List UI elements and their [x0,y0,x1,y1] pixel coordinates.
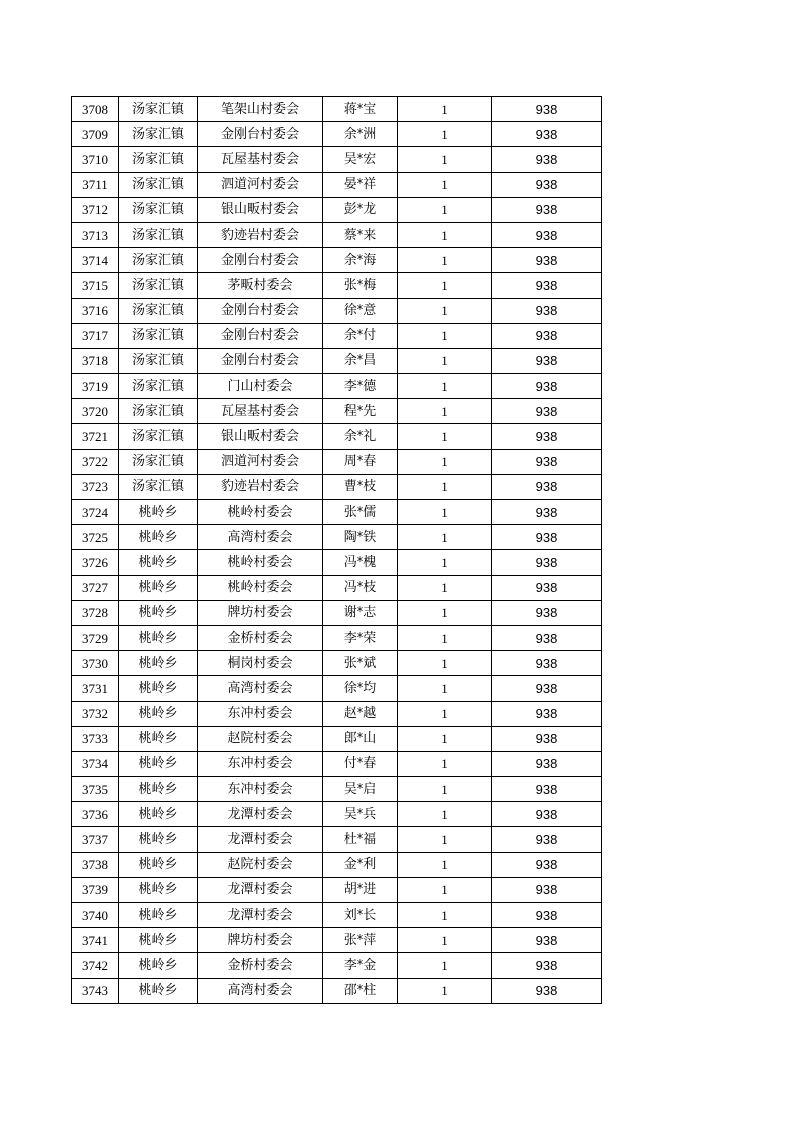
town-cell: 桃岭乡 [119,953,198,978]
count-cell: 1 [398,172,492,197]
count-cell: 1 [398,222,492,247]
subsidy-table [71,96,602,1004]
village-cell: 笔架山村委会 [198,97,323,122]
village-cell: 牌坊村委会 [198,928,323,953]
amount-cell: 938 [492,525,602,550]
village-cell: 豹迹岩村委会 [198,474,323,499]
town-cell: 汤家汇镇 [119,298,198,323]
count-cell: 1 [398,323,492,348]
table-row [72,852,602,877]
serial-number-cell: 3719 [72,374,119,399]
amount-cell: 938 [492,273,602,298]
person-name-cell: 李*荣 [323,625,398,650]
village-cell: 金刚台村委会 [198,122,323,147]
table-row [72,97,602,122]
village-cell: 赵院村委会 [198,852,323,877]
amount-cell: 938 [492,575,602,600]
table-row [72,877,602,902]
table-row [72,500,602,525]
person-name-cell: 杜*福 [323,827,398,852]
amount-cell: 938 [492,348,602,373]
person-name-cell: 张*斌 [323,651,398,676]
town-cell: 桃岭乡 [119,625,198,650]
town-cell: 桃岭乡 [119,751,198,776]
amount-cell: 938 [492,928,602,953]
village-cell: 金刚台村委会 [198,298,323,323]
table-row [72,953,602,978]
table-row [72,298,602,323]
count-cell: 1 [398,298,492,323]
count-cell: 1 [398,273,492,298]
serial-number-cell: 3733 [72,726,119,751]
amount-cell: 938 [492,903,602,928]
town-cell: 桃岭乡 [119,827,198,852]
town-cell: 桃岭乡 [119,676,198,701]
serial-number-cell: 3708 [72,97,119,122]
serial-number-cell: 3728 [72,600,119,625]
village-cell: 赵院村委会 [198,726,323,751]
town-cell: 桃岭乡 [119,978,198,1003]
table-row [72,323,602,348]
town-cell: 汤家汇镇 [119,147,198,172]
serial-number-cell: 3730 [72,651,119,676]
town-cell: 汤家汇镇 [119,424,198,449]
town-cell: 汤家汇镇 [119,97,198,122]
village-cell: 东冲村委会 [198,751,323,776]
village-cell: 豹迹岩村委会 [198,222,323,247]
village-cell: 龙潭村委会 [198,903,323,928]
count-cell: 1 [398,777,492,802]
person-name-cell: 余*礼 [323,424,398,449]
person-name-cell: 郎*山 [323,726,398,751]
village-cell: 牌坊村委会 [198,600,323,625]
serial-number-cell: 3726 [72,550,119,575]
town-cell: 汤家汇镇 [119,222,198,247]
count-cell: 1 [398,399,492,424]
table-row [72,625,602,650]
person-name-cell: 张*梅 [323,273,398,298]
person-name-cell: 陶*铁 [323,525,398,550]
amount-cell: 938 [492,625,602,650]
table-row [72,374,602,399]
amount-cell: 938 [492,449,602,474]
amount-cell: 938 [492,953,602,978]
count-cell: 1 [398,726,492,751]
village-cell: 桐岗村委会 [198,651,323,676]
amount-cell: 938 [492,500,602,525]
serial-number-cell: 3731 [72,676,119,701]
table-row [72,701,602,726]
amount-cell: 938 [492,147,602,172]
table-body [72,97,602,1004]
town-cell: 汤家汇镇 [119,248,198,273]
table-row [72,222,602,247]
serial-number-cell: 3727 [72,575,119,600]
amount-cell: 938 [492,399,602,424]
person-name-cell: 蒋*宝 [323,97,398,122]
amount-cell: 938 [492,802,602,827]
table-row [72,172,602,197]
village-cell: 龙潭村委会 [198,827,323,852]
table-row [72,147,602,172]
table-row [72,676,602,701]
serial-number-cell: 3742 [72,953,119,978]
serial-number-cell: 3722 [72,449,119,474]
town-cell: 汤家汇镇 [119,399,198,424]
serial-number-cell: 3714 [72,248,119,273]
serial-number-cell: 3740 [72,903,119,928]
serial-number-cell: 3717 [72,323,119,348]
person-name-cell: 蔡*来 [323,222,398,247]
serial-number-cell: 3729 [72,625,119,650]
count-cell: 1 [398,147,492,172]
table-row [72,777,602,802]
serial-number-cell: 3712 [72,197,119,222]
serial-number-cell: 3715 [72,273,119,298]
count-cell: 1 [398,978,492,1003]
serial-number-cell: 3711 [72,172,119,197]
amount-cell: 938 [492,550,602,575]
amount-cell: 938 [492,424,602,449]
table-row [72,273,602,298]
table-row [72,928,602,953]
person-name-cell: 赵*越 [323,701,398,726]
serial-number-cell: 3736 [72,802,119,827]
count-cell: 1 [398,701,492,726]
town-cell: 桃岭乡 [119,726,198,751]
person-name-cell: 刘*长 [323,903,398,928]
village-cell: 金桥村委会 [198,953,323,978]
amount-cell: 938 [492,222,602,247]
town-cell: 桃岭乡 [119,651,198,676]
table-row [72,726,602,751]
count-cell: 1 [398,852,492,877]
amount-cell: 938 [492,751,602,776]
count-cell: 1 [398,625,492,650]
serial-number-cell: 3709 [72,122,119,147]
village-cell: 桃岭村委会 [198,500,323,525]
amount-cell: 938 [492,701,602,726]
person-name-cell: 吴*宏 [323,147,398,172]
count-cell: 1 [398,802,492,827]
serial-number-cell: 3724 [72,500,119,525]
person-name-cell: 曹*枝 [323,474,398,499]
serial-number-cell: 3738 [72,852,119,877]
table-row [72,525,602,550]
town-cell: 汤家汇镇 [119,172,198,197]
table-row [72,600,602,625]
village-cell: 高湾村委会 [198,676,323,701]
village-cell: 泗道河村委会 [198,449,323,474]
count-cell: 1 [398,903,492,928]
count-cell: 1 [398,122,492,147]
serial-number-cell: 3720 [72,399,119,424]
table-row [72,449,602,474]
town-cell: 桃岭乡 [119,550,198,575]
amount-cell: 938 [492,172,602,197]
count-cell: 1 [398,550,492,575]
serial-number-cell: 3737 [72,827,119,852]
amount-cell: 938 [492,978,602,1003]
town-cell: 桃岭乡 [119,877,198,902]
town-cell: 桃岭乡 [119,575,198,600]
village-cell: 东冲村委会 [198,777,323,802]
amount-cell: 938 [492,197,602,222]
town-cell: 桃岭乡 [119,500,198,525]
person-name-cell: 余*付 [323,323,398,348]
serial-number-cell: 3716 [72,298,119,323]
person-name-cell: 徐*均 [323,676,398,701]
village-cell: 金刚台村委会 [198,323,323,348]
town-cell: 桃岭乡 [119,928,198,953]
village-cell: 茅畈村委会 [198,273,323,298]
village-cell: 龙潭村委会 [198,877,323,902]
person-name-cell: 张*萍 [323,928,398,953]
person-name-cell: 吴*兵 [323,802,398,827]
person-name-cell: 胡*进 [323,877,398,902]
person-name-cell: 李*德 [323,374,398,399]
town-cell: 汤家汇镇 [119,449,198,474]
person-name-cell: 周*春 [323,449,398,474]
serial-number-cell: 3723 [72,474,119,499]
count-cell: 1 [398,348,492,373]
amount-cell: 938 [492,651,602,676]
count-cell: 1 [398,424,492,449]
village-cell: 金桥村委会 [198,625,323,650]
amount-cell: 938 [492,600,602,625]
serial-number-cell: 3725 [72,525,119,550]
village-cell: 瓦屋基村委会 [198,147,323,172]
town-cell: 汤家汇镇 [119,474,198,499]
town-cell: 桃岭乡 [119,701,198,726]
person-name-cell: 彭*龙 [323,197,398,222]
person-name-cell: 金*利 [323,852,398,877]
serial-number-cell: 3732 [72,701,119,726]
village-cell: 瓦屋基村委会 [198,399,323,424]
town-cell: 汤家汇镇 [119,122,198,147]
village-cell: 银山畈村委会 [198,197,323,222]
table-row [72,122,602,147]
table-row [72,248,602,273]
count-cell: 1 [398,651,492,676]
village-cell: 泗道河村委会 [198,172,323,197]
count-cell: 1 [398,474,492,499]
amount-cell: 938 [492,777,602,802]
count-cell: 1 [398,877,492,902]
count-cell: 1 [398,600,492,625]
person-name-cell: 李*金 [323,953,398,978]
count-cell: 1 [398,449,492,474]
town-cell: 汤家汇镇 [119,197,198,222]
town-cell: 桃岭乡 [119,852,198,877]
serial-number-cell: 3734 [72,751,119,776]
amount-cell: 938 [492,827,602,852]
table-row [72,550,602,575]
person-name-cell: 程*先 [323,399,398,424]
count-cell: 1 [398,953,492,978]
village-cell: 高湾村委会 [198,525,323,550]
town-cell: 桃岭乡 [119,525,198,550]
village-cell: 银山畈村委会 [198,424,323,449]
town-cell: 桃岭乡 [119,802,198,827]
table-row [72,424,602,449]
serial-number-cell: 3739 [72,877,119,902]
town-cell: 桃岭乡 [119,903,198,928]
amount-cell: 938 [492,374,602,399]
serial-number-cell: 3743 [72,978,119,1003]
person-name-cell: 徐*意 [323,298,398,323]
person-name-cell: 余*海 [323,248,398,273]
village-cell: 桃岭村委会 [198,550,323,575]
amount-cell: 938 [492,474,602,499]
count-cell: 1 [398,525,492,550]
person-name-cell: 余*昌 [323,348,398,373]
count-cell: 1 [398,374,492,399]
town-cell: 桃岭乡 [119,777,198,802]
town-cell: 汤家汇镇 [119,348,198,373]
serial-number-cell: 3713 [72,222,119,247]
table-row [72,978,602,1003]
table-row [72,827,602,852]
amount-cell: 938 [492,248,602,273]
village-cell: 金刚台村委会 [198,248,323,273]
serial-number-cell: 3718 [72,348,119,373]
person-name-cell: 张*儒 [323,500,398,525]
person-name-cell: 冯*枝 [323,575,398,600]
count-cell: 1 [398,928,492,953]
table-row [72,474,602,499]
village-cell: 龙潭村委会 [198,802,323,827]
amount-cell: 938 [492,852,602,877]
amount-cell: 938 [492,676,602,701]
count-cell: 1 [398,500,492,525]
count-cell: 1 [398,676,492,701]
count-cell: 1 [398,197,492,222]
count-cell: 1 [398,97,492,122]
person-name-cell: 余*洲 [323,122,398,147]
count-cell: 1 [398,575,492,600]
village-cell: 桃岭村委会 [198,575,323,600]
town-cell: 汤家汇镇 [119,323,198,348]
person-name-cell: 冯*槐 [323,550,398,575]
person-name-cell: 付*春 [323,751,398,776]
village-cell: 门山村委会 [198,374,323,399]
village-cell: 东冲村委会 [198,701,323,726]
person-name-cell: 谢*志 [323,600,398,625]
table-row [72,399,602,424]
amount-cell: 938 [492,877,602,902]
table-row [72,903,602,928]
town-cell: 汤家汇镇 [119,374,198,399]
serial-number-cell: 3721 [72,424,119,449]
count-cell: 1 [398,248,492,273]
serial-number-cell: 3710 [72,147,119,172]
village-cell: 金刚台村委会 [198,348,323,373]
table-row [72,802,602,827]
village-cell: 高湾村委会 [198,978,323,1003]
amount-cell: 938 [492,122,602,147]
table-row [72,651,602,676]
amount-cell: 938 [492,726,602,751]
count-cell: 1 [398,827,492,852]
table-row [72,348,602,373]
person-name-cell: 邵*柱 [323,978,398,1003]
table-row [72,575,602,600]
person-name-cell: 吴*启 [323,777,398,802]
serial-number-cell: 3741 [72,928,119,953]
table-row [72,751,602,776]
amount-cell: 938 [492,298,602,323]
serial-number-cell: 3735 [72,777,119,802]
town-cell: 汤家汇镇 [119,273,198,298]
table-row [72,197,602,222]
amount-cell: 938 [492,323,602,348]
count-cell: 1 [398,751,492,776]
town-cell: 桃岭乡 [119,600,198,625]
person-name-cell: 晏*祥 [323,172,398,197]
amount-cell: 938 [492,97,602,122]
